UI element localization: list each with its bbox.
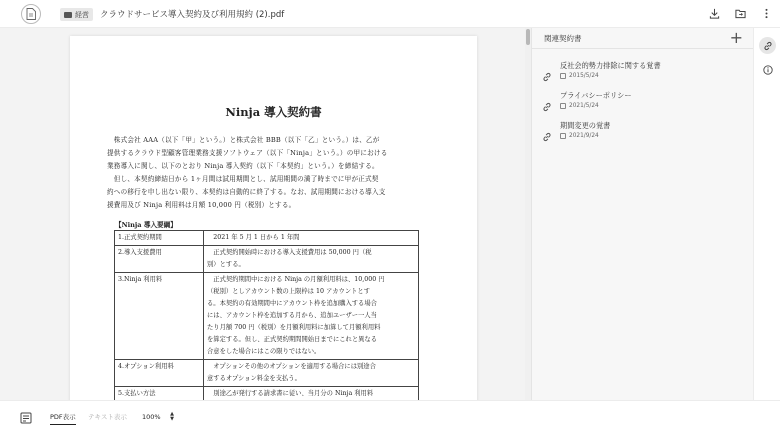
table-value: 正式契約開始時における導入支援費用は 50,000 円（税 別）とする。: [204, 246, 419, 273]
related-item[interactable]: [542, 61, 742, 87]
terms-table: [114, 230, 419, 414]
table-row: [115, 360, 419, 387]
link-icon: [542, 127, 554, 137]
related-item-title: プライバシーポリシー: [560, 91, 632, 100]
more-menu-icon[interactable]: [758, 5, 774, 21]
text-line: 株式会社 AAA（以下「甲」という。）と株式会社 BBB（以下「乙」という。）は、乙が: [107, 136, 380, 144]
related-item[interactable]: [542, 91, 742, 117]
top-bar: [0, 0, 780, 28]
text-line: 約への移行を申し出ない限り、本契約は自動的に終了する。なお、試用期間における導入支: [107, 188, 386, 196]
related-links-icon[interactable]: [759, 37, 776, 54]
link-icon: [542, 67, 554, 77]
related-item[interactable]: [542, 121, 742, 147]
related-item-date: 2021/9/24: [560, 133, 599, 139]
divider: [532, 48, 754, 49]
table-row: [115, 246, 419, 273]
related-item-date: 2015/5/24: [560, 73, 599, 79]
bottom-bar: [0, 400, 780, 427]
table-row: [115, 273, 419, 360]
panel-heading: 関連契約書: [544, 34, 582, 43]
text-line: 提供するクラウド型顧客管理業務支援ソフトウェア（以下「Ninja」という。）の甲における: [107, 149, 388, 157]
pdf-page: [70, 36, 477, 416]
calendar-icon: [560, 73, 566, 79]
zoom-stepper-icon[interactable]: ▲ ▼: [170, 410, 174, 422]
table-value: 別途乙が発行する請求書に従い、当月分の Ninja 利用料: [204, 387, 419, 414]
link-icon: [542, 97, 554, 107]
related-item-date: 2021/5/24: [560, 103, 599, 109]
table-key: 1.正式契約期間: [115, 231, 204, 246]
table-value: オプションその他のオプションを適用する場合には別途合 意するオプション料金を支払う。: [204, 360, 419, 387]
calendar-icon: [560, 133, 566, 139]
right-rail: [753, 28, 780, 400]
paragraph-2: [107, 173, 452, 212]
table-key: 3.Ninja 利用料: [115, 273, 204, 360]
table-key: 2.導入支援費用: [115, 246, 204, 273]
text-line: 援費用及び Ninja 利用料は月額 10,000 円（税別）とする。: [107, 201, 296, 209]
add-related-button[interactable]: +: [729, 28, 743, 47]
folder-badge[interactable]: [60, 8, 93, 21]
notes-icon[interactable]: [20, 409, 32, 421]
tab-pdf-view[interactable]: PDF表示: [50, 412, 76, 425]
download-icon[interactable]: [706, 5, 722, 21]
related-item-title: 期間変更の覚書: [560, 121, 611, 130]
related-contracts-panel: [531, 28, 753, 400]
related-item-title: 反社会的勢力排除に関する覚書: [560, 61, 661, 70]
pdf-viewer[interactable]: [0, 28, 530, 400]
folder-icon: [64, 12, 72, 18]
document-title: Ninja 導入契約書: [225, 105, 322, 119]
section-heading: 【Ninja 導入要綱】: [115, 221, 177, 229]
scrollbar-thumb[interactable]: [526, 29, 530, 45]
table-key: 5.支払い方法: [115, 387, 204, 414]
calendar-icon: [560, 103, 566, 109]
move-to-folder-icon[interactable]: [732, 5, 748, 21]
text-line: 業務導入に関し、以下のとおり Ninja 導入契約（以下「本契約」という。）を締結する。: [107, 162, 379, 170]
file-name: クラウドサービス導入契約及び利用規約 (2).pdf: [100, 10, 285, 20]
info-icon[interactable]: [759, 61, 776, 78]
paragraph-1: [107, 134, 452, 173]
table-value: 2021 年 5 月 1 日から 1 年間: [204, 231, 419, 246]
table-value: 正式契約期間中における Ninja の月額利用料は、10,000 円 （税別）としアカウント数の上限枠は 10 アカウントとす る。本契約の有効期間中にアカウント枠を追加購入する場合 には、アカウント枠を追加する月から、追加ユーザー一人当 たり月額 700 円（税別）を月額利用料に加算して月額利用料 を算定する。但し、正式契約期間開始日までにこれと異なる 合意をした場合にはこの限りではない。: [204, 273, 419, 360]
document-icon[interactable]: [21, 4, 41, 24]
table-key: 4.オプション利用料: [115, 360, 204, 387]
text-line: 但し、本契約締結日から 1ヶ月間は試用期間とし、試用期間の満了時までに甲が正式契: [107, 175, 379, 183]
folder-label: 経営: [75, 10, 89, 19]
table-row: [115, 231, 419, 246]
zoom-control[interactable]: [142, 410, 174, 423]
tab-text-view[interactable]: テキスト表示: [88, 413, 127, 421]
zoom-value: 100%: [142, 412, 161, 421]
